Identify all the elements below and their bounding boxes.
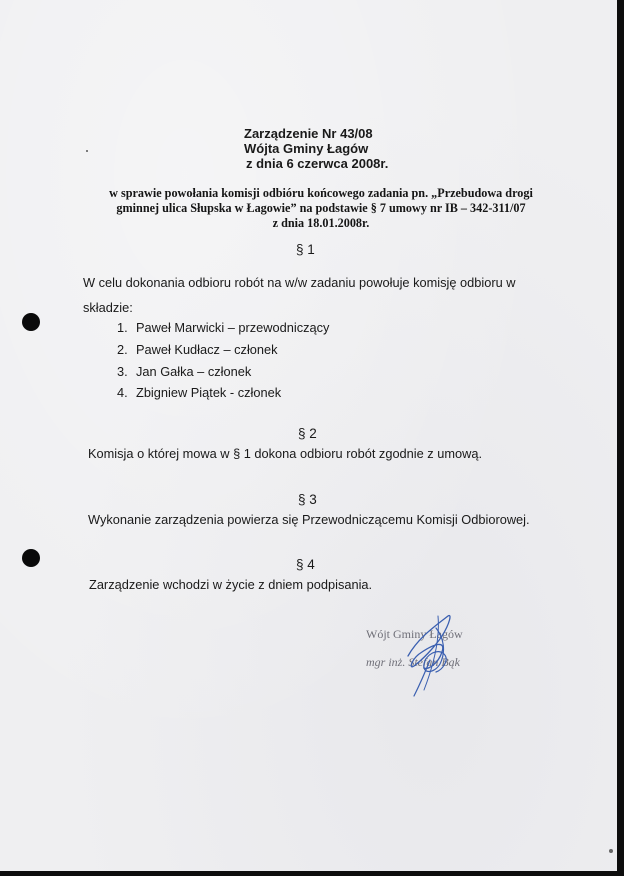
list-number: 3. bbox=[117, 364, 128, 379]
member-name: Jan Gałka – członek bbox=[136, 364, 252, 379]
member-name: Zbigniew Piątek - członek bbox=[136, 385, 282, 400]
signatory-name: mgr inż. Stefan Bąk bbox=[366, 655, 460, 669]
issuer: Wójta Gminy Łagów bbox=[244, 141, 369, 156]
section-1-text-line-1: W celu dokonania odbioru robót na w/w zadaniu powołuje komisję odbioru w bbox=[83, 275, 516, 290]
section-1-text-line-2: składzie: bbox=[83, 300, 133, 315]
handwritten-signature bbox=[400, 608, 480, 698]
signatory-title: Wójt Gminy Łagów bbox=[366, 627, 463, 641]
section-2-text: Komisja o której mowa w § 1 dokona odbioru robót zgodnie z umową. bbox=[88, 446, 483, 461]
list-number: 2. bbox=[117, 342, 128, 357]
member-name: Paweł Marwicki – przewodniczący bbox=[136, 320, 330, 335]
scan-speck bbox=[609, 849, 613, 853]
binder-hole-top bbox=[22, 313, 40, 331]
binder-hole-bottom bbox=[22, 549, 40, 567]
section-4-label: § 4 bbox=[296, 557, 315, 572]
decree-date: z dnia 6 czerwca 2008r. bbox=[246, 156, 389, 171]
section-2-label: § 2 bbox=[298, 426, 317, 441]
list-number: 4. bbox=[117, 385, 128, 400]
member-name: Paweł Kudłacz – członek bbox=[136, 342, 278, 357]
section-3-label: § 3 bbox=[298, 492, 317, 507]
section-4-text: Zarządzenie wchodzi w życie z dniem podpisania. bbox=[89, 577, 373, 592]
subject-line-3: z dnia 18.01.2008r. bbox=[272, 216, 370, 230]
scan-speck bbox=[86, 150, 88, 152]
section-3-text: Wykonanie zarządzenia powierza się Przewodniczącemu Komisji Odbiorowej. bbox=[88, 512, 530, 527]
subject-line-2: gminnej ulica Słupska w Łagowie” na podstawie § 7 umowy nr IB – 342-311/07 bbox=[116, 201, 526, 215]
decree-number: Zarządzenie Nr 43/08 bbox=[244, 126, 373, 141]
subject-line-1: w sprawie powołania komisji odbióru końcowego zadania pn. „Przebudowa drogi bbox=[109, 186, 533, 200]
list-number: 1. bbox=[117, 320, 128, 335]
section-1-label: § 1 bbox=[296, 242, 315, 257]
